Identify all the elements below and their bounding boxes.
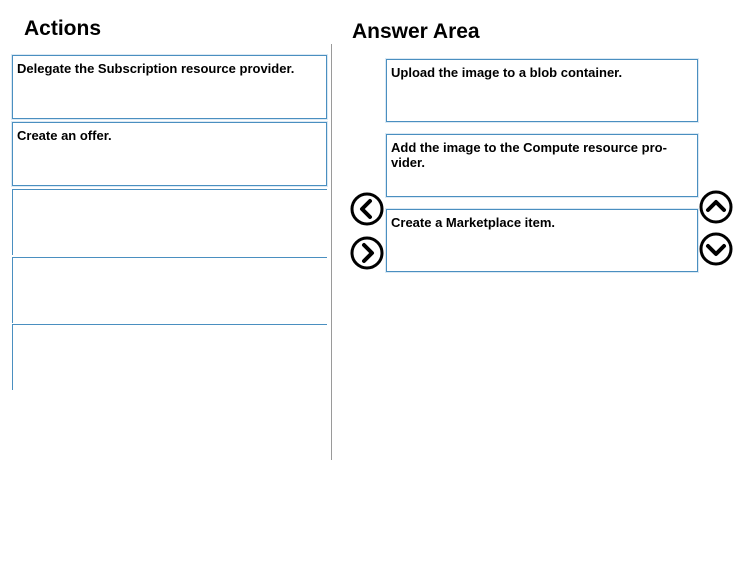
action-slot-empty[interactable] bbox=[12, 257, 327, 323]
move-left-button[interactable] bbox=[350, 192, 384, 226]
action-item[interactable]: Create an offer. bbox=[12, 122, 327, 186]
answer-item[interactable]: Upload the image to a blob container. bbox=[386, 59, 698, 122]
move-right-button[interactable] bbox=[350, 236, 384, 270]
answer-item[interactable]: Add the image to the Compute resource pro-vider. bbox=[386, 134, 698, 197]
actions-heading: Actions bbox=[24, 17, 102, 40]
action-slot-empty[interactable] bbox=[12, 189, 327, 255]
action-item[interactable]: Delegate the Subscription resource provider. bbox=[12, 55, 327, 119]
answer-area-heading: Answer Area bbox=[352, 20, 480, 43]
chevron-left-circle-icon bbox=[350, 192, 384, 226]
move-up-button[interactable] bbox=[699, 190, 733, 224]
chevron-up-circle-icon bbox=[699, 190, 733, 224]
move-down-button[interactable] bbox=[699, 232, 733, 266]
column-divider bbox=[331, 44, 332, 460]
answer-item[interactable]: Create a Marketplace item. bbox=[386, 209, 698, 272]
chevron-down-circle-icon bbox=[699, 232, 733, 266]
action-slot-empty[interactable] bbox=[12, 324, 327, 390]
chevron-right-circle-icon bbox=[350, 236, 384, 270]
